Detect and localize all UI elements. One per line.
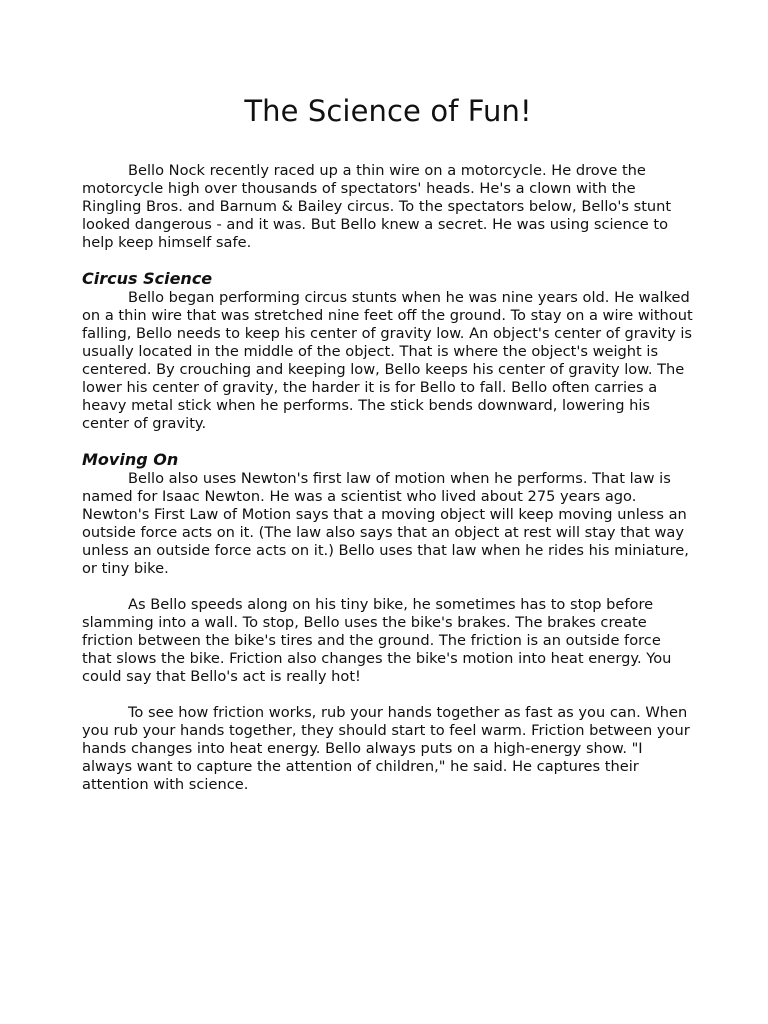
body-paragraph: To see how friction works, rub your hands together as fast as you can. When you rub your hands together, they should start to feel warm. Friction between your hands changes into heat energy. Bello always puts on a high-energy show. "I always want to capture the attention of children," he said. He captures their attention with science.: [82, 704, 690, 793]
body-paragraph: Bello also uses Newton's first law of motion when he performs. That law is named for Isaac Newton. He was a scientist who lived about 275 years ago. Newton's First Law of Motion says that a moving object will keep moving unless an outside force acts on it. (The law also says that an object at rest will stay that way unless an outside force acts on it.) Bello uses that law when he rides his miniature, or tiny bike.: [82, 470, 689, 577]
paragraph-spacer: [82, 686, 694, 704]
document-page: [82, 88, 694, 794]
intro-paragraph: Bello Nock recently raced up a thin wire on a motorcycle. He drove the motorcycle high over thousands of spectators' heads. He's a clown with the Ringling Bros. and Barnum & Bailey circus. To the spectators below, Bello's stunt looked dangerous - and it was. But Bello knew a secret. He was using science to help keep himself safe.: [82, 162, 672, 251]
section-heading: Moving On: [82, 450, 179, 469]
paragraph-spacer: [82, 578, 694, 596]
section-circus-science: [82, 269, 694, 433]
section-heading: Circus Science: [82, 269, 213, 288]
section-moving-on: [82, 450, 694, 794]
body-paragraph: Bello began performing circus stunts when he was nine years old. He walked on a thin wire that was stretched nine feet off the ground. To stay on a wire without falling, Bello needs to keep his center of gravity low. An object's center of gravity is usually located in the middle of the object. That is where the object's weight is centered. By crouching and keeping low, Bello keeps his center of gravity low. The lower his center of gravity, the harder it is for Bello to fall. Bello often carries a heavy metal stick when he performs. The stick bends downward, lowering his center of gravity.: [82, 289, 693, 432]
page-title: The Science of Fun!: [244, 94, 532, 128]
body-paragraph: As Bello speeds along on his tiny bike, he sometimes has to stop before slamming into a wall. To stop, Bello uses the bike's brakes. The brakes create friction between the bike's tires and the ground. The friction is an outside force that slows the bike. Friction also changes the bike's motion into heat energy. You could say that Bello's act is really hot!: [82, 596, 672, 685]
